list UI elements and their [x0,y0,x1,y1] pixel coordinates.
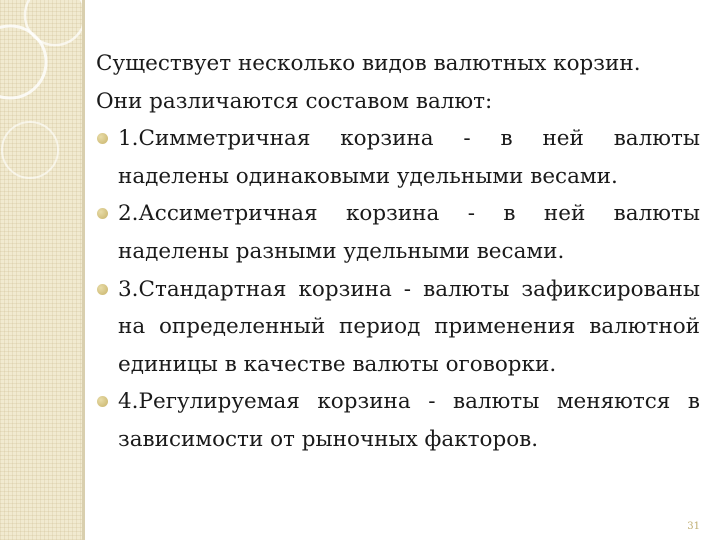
slide-content [96,45,700,459]
intro-line-1: Существует несколько видов валютных корзин. [96,51,641,76]
basket-types-list [96,120,700,458]
decorative-circles [0,0,82,540]
intro-line-2: Они различаются составом валют: [96,88,493,114]
page-number: 31 [687,521,700,532]
decorative-side-band [0,0,82,540]
list-item-text: 2.Ассиметричная корзина - в ней валюты наделены разными удельными весами. [118,201,700,264]
list-item-text: 3.Стандартная корзина - валюты зафиксированы на определенный период применения валютной единицы в качестве валюты оговорки. [118,276,700,377]
bullet-icon [97,284,108,295]
list-item-text: 4.Регулируемая корзина - валюты меняются в зависимости от рыночных факторов. [118,389,700,452]
side-divider [82,0,85,540]
list-item [96,383,700,458]
list-item [96,195,700,270]
list-item [96,271,700,384]
bullet-icon [97,396,108,407]
bullet-icon [97,133,108,144]
list-item-text: 1.Симметричная корзина - в ней валюты наделены одинаковыми удельными весами. [118,126,700,189]
bullet-icon [97,208,108,219]
list-item [96,120,700,195]
